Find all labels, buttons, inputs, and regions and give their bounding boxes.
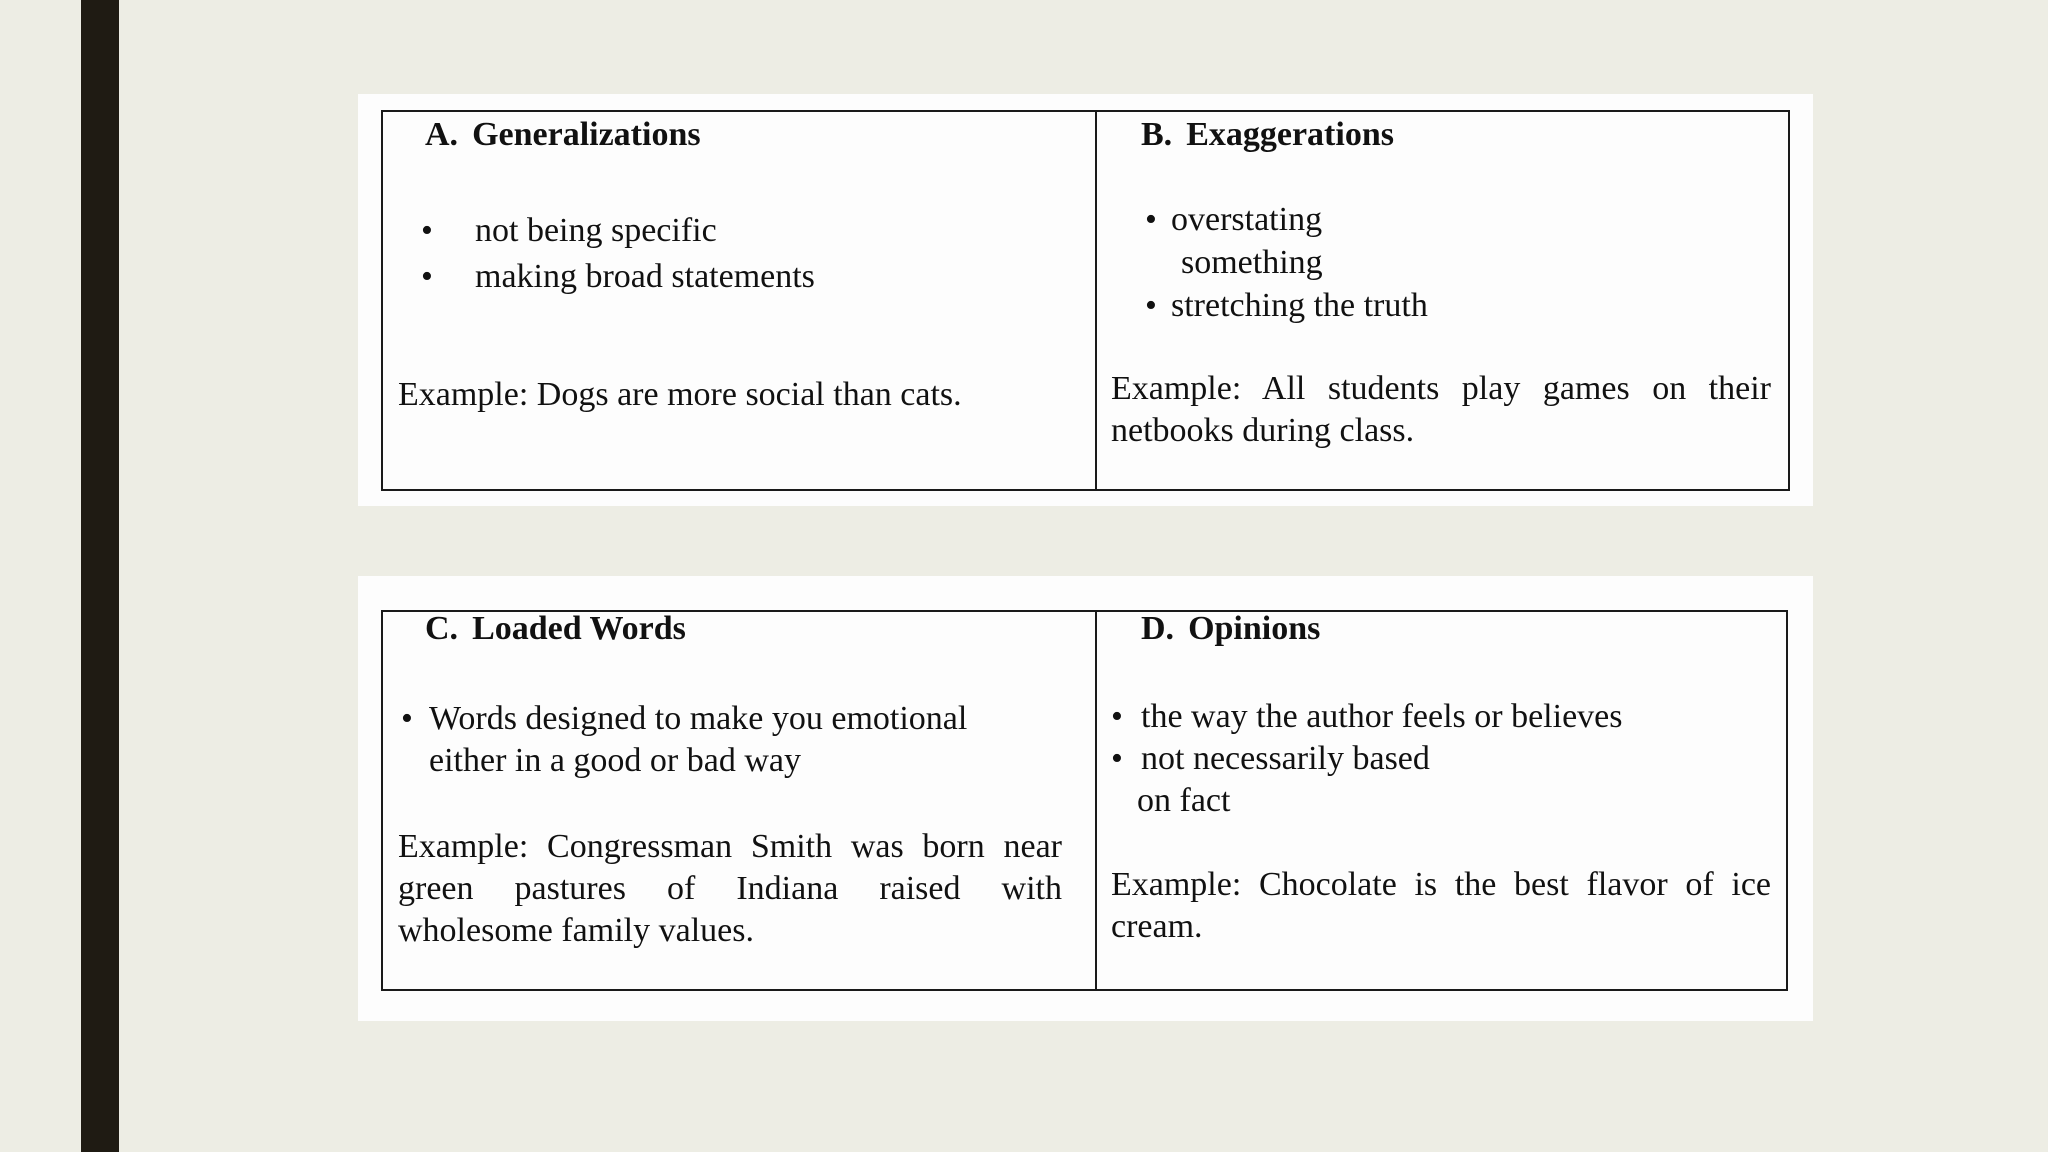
- top-card-panel: [358, 94, 1813, 506]
- bullet-list: [1111, 696, 1622, 822]
- bullet-list: [401, 698, 967, 782]
- card-title-text: Exaggerations: [1186, 116, 1394, 153]
- list-item: [1145, 284, 1428, 327]
- bottom-card-panel: [358, 576, 1813, 1021]
- card-title: [425, 610, 686, 648]
- bullet-icon: •: [1145, 201, 1157, 238]
- example-text: Example: Congressman Smith was born near green pastures of Indiana raised with wholesome family values.: [398, 828, 1062, 949]
- bullet-text: Words designed to make you emotional: [429, 700, 968, 737]
- bullet-text: on fact: [1137, 782, 1231, 819]
- bullet-icon: •: [1145, 287, 1157, 324]
- card-title: [1141, 610, 1320, 648]
- bullet-list: [1145, 198, 1428, 327]
- list-item: [401, 698, 967, 782]
- list-item: [1111, 738, 1622, 822]
- bullet-text: something: [1181, 244, 1323, 281]
- bullet-icon: •: [1111, 740, 1123, 777]
- bullet-list: [421, 208, 815, 300]
- card-title-text: Loaded Words: [472, 610, 686, 647]
- card-title-text: Generalizations: [472, 116, 701, 153]
- card-generalizations: [383, 112, 1097, 489]
- card-loaded-words: [383, 612, 1097, 989]
- card-exaggerations: [1097, 112, 1788, 489]
- example-text: Example: All students play games on their netbooks during class.: [1111, 370, 1771, 449]
- list-item: [1111, 696, 1622, 738]
- example-text: Example: Chocolate is the best flavor of ice cream.: [1111, 866, 1771, 945]
- bullet-text: not necessarily based: [1141, 740, 1430, 777]
- card-opinions: [1097, 612, 1786, 989]
- card-letter: C.: [425, 610, 459, 647]
- bullet-text: either in a good or bad way: [429, 742, 801, 779]
- bullet-text: not being specific: [475, 212, 717, 249]
- bullet-icon: •: [401, 700, 413, 737]
- bullet-text: overstating: [1171, 201, 1323, 238]
- bullet-icon: •: [1111, 698, 1123, 735]
- list-item: [421, 254, 815, 300]
- list-item: [421, 208, 815, 254]
- slide-accent-bar: [81, 0, 119, 1152]
- bullet-text: the way the author feels or believes: [1141, 698, 1623, 735]
- bottom-table: [381, 610, 1788, 991]
- bullet-text: making broad statements: [475, 258, 815, 295]
- list-item: [1145, 198, 1428, 284]
- card-letter: A.: [425, 116, 459, 153]
- top-table: [381, 110, 1790, 491]
- card-title-text: Opinions: [1188, 610, 1321, 647]
- card-title: [1141, 116, 1394, 154]
- card-letter: B.: [1141, 116, 1173, 153]
- bullet-text: stretching the truth: [1171, 287, 1428, 324]
- bullet-icon: •: [421, 258, 433, 295]
- bullet-icon: •: [421, 212, 433, 249]
- card-title: [425, 116, 701, 154]
- example-text: Example: Dogs are more social than cats.: [398, 376, 962, 413]
- card-letter: D.: [1141, 610, 1175, 647]
